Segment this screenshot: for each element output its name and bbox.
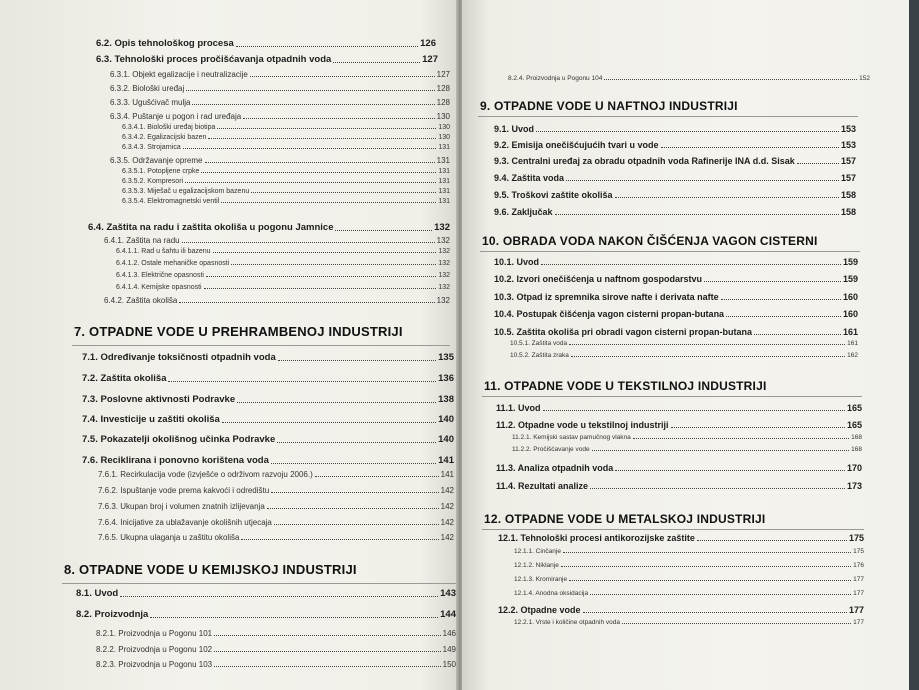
toc-entry: [512, 434, 862, 441]
toc-entry-page: 177: [853, 590, 864, 597]
toc-entry-title: 8.2.3. Proizvodnja u Pogonu 103: [96, 660, 213, 669]
toc-entry: [514, 590, 864, 597]
toc-entry-page: 170: [846, 463, 862, 473]
toc-entry: [498, 533, 864, 543]
toc-entry-page: 159: [842, 257, 858, 267]
toc-entry-page: 131: [438, 168, 450, 175]
toc-entry: [496, 481, 862, 491]
toc-entry: [494, 140, 856, 150]
toc-entry-title: 10.2. Izvori onečišćenja u naftnom gospodarstvu: [494, 274, 703, 284]
toc-entry-page: 131: [438, 188, 450, 195]
toc-entry-page: 165: [846, 420, 862, 430]
toc-entry-title: 12.1.2. Niklanje: [514, 562, 559, 569]
toc-entry: [116, 248, 450, 255]
toc-entry-page: 142: [440, 533, 454, 542]
toc-entry-title: 9.2. Emisija onečišćujućih tvari u vode: [494, 140, 659, 150]
toc-entry: [110, 98, 450, 107]
toc-entry-title: 10.4. Postupak čišćenja vagon cisterni propan-butana: [494, 309, 725, 319]
toc-entry: [82, 394, 454, 405]
toc-entry-page: 159: [842, 274, 858, 284]
chapter-heading: 12. OTPADNE VODE U METALSKOJ INDUSTRIJI: [484, 512, 766, 526]
toc-entry-page: 160: [842, 292, 858, 302]
toc-entry-page: 130: [438, 134, 450, 141]
toc-entry-page: 132: [438, 248, 450, 255]
toc-entry-page: 157: [840, 156, 856, 166]
toc-entry-page: 132: [438, 260, 450, 267]
toc-entry-title: 6.3.5.4. Elektromagnetski ventil: [122, 198, 220, 205]
toc-entry-page: 144: [440, 609, 456, 620]
toc-entry-page: 152: [859, 75, 870, 82]
toc-entry-page: 177: [853, 576, 864, 583]
toc-entry-title: 7.6.4. Inicijative za ublažavanje okolišnih utjecaja: [98, 518, 272, 527]
toc-entry-page: 146: [442, 629, 456, 638]
toc-entry-page: 158: [840, 207, 856, 217]
toc-entry: [494, 274, 858, 284]
toc-entry-title: 12.1. Tehnološki procesi antikorozijske zaštite: [498, 533, 695, 543]
toc-entry: [122, 198, 450, 205]
toc-entry-title: 11.1. Uvod: [496, 403, 541, 413]
toc-entry-title: 6.4.1.2. Ostale mehaničke opasnosti: [116, 260, 230, 267]
toc-entry-page: 162: [847, 352, 858, 359]
toc-entry-title: 6.3.4.2. Egalizacijski bazen: [122, 134, 207, 141]
toc-entry-title: 8.2. Proizvodnja: [76, 609, 149, 620]
toc-entry-page: 177: [853, 619, 864, 626]
toc-entry-page: 138: [438, 394, 454, 405]
toc-entry: [110, 70, 450, 79]
toc-entry-title: 10.5. Zaštita okoliša pri obradi vagon cisterni propan-butana: [494, 327, 753, 337]
toc-entry-page: 126: [420, 38, 436, 49]
toc-entry: [104, 296, 450, 305]
toc-entry-title: 12.2.1. Vrste i količine otpadnih voda: [514, 619, 620, 626]
toc-entry-page: 142: [440, 518, 454, 527]
toc-entry-title: 6.4. Zaštita na radu i zaštita okoliša u pogonu Jamnice: [88, 222, 334, 233]
toc-entry-title: 6.3.5.1. Potopljene crpke: [122, 168, 200, 175]
toc-entry-page: 135: [438, 352, 454, 363]
toc-entry: [96, 38, 436, 49]
toc-entry-page: 143: [440, 588, 456, 599]
toc-entry-title: 6.3.5. Održavanje opreme: [110, 156, 203, 165]
toc-entry: [82, 414, 454, 425]
toc-entry-title: 6.3.4. Puštanje u pogon i rad uređaja: [110, 112, 242, 121]
toc-entry-page: 153: [840, 124, 856, 134]
right-page: [462, 0, 909, 690]
toc-entry-page: 130: [438, 124, 450, 131]
toc-entry: [96, 645, 456, 654]
toc-entry: [514, 576, 864, 583]
toc-entry-title: 6.3.5.2. Kompresori: [122, 178, 184, 185]
toc-entry-page: 141: [438, 455, 454, 466]
toc-entry-title: 11.2.2. Pročišćavanje vode: [512, 446, 590, 453]
toc-entry: [116, 260, 450, 267]
toc-entry-title: 6.3.3. Ugušćivač mulja: [110, 98, 191, 107]
toc-entry: [96, 629, 456, 638]
toc-entry-page: 132: [434, 222, 450, 233]
toc-entry: [496, 420, 862, 430]
left-page: [0, 0, 458, 690]
toc-entry-page: 173: [846, 481, 862, 491]
toc-entry: [494, 156, 856, 166]
toc-entry-title: 9.5. Troškovi zaštite okoliša: [494, 190, 613, 200]
toc-entry-title: 10.3. Otpad iz spremnika sirove nafte i derivata nafte: [494, 292, 719, 302]
toc-entry: [76, 588, 456, 599]
toc-entry-page: 142: [440, 486, 454, 495]
toc-entry: [96, 54, 438, 65]
toc-entry-title: 8.2.1. Proizvodnja u Pogonu 101: [96, 629, 213, 638]
chapter-heading: 11. OTPADNE VODE U TEKSTILNOJ INDUSTRIJI: [484, 379, 767, 393]
toc-entry-page: 131: [438, 198, 450, 205]
chapter-heading: 7. OTPADNE VODE U PREHRAMBENOJ INDUSTRIJI: [74, 324, 403, 339]
toc-entry: [122, 144, 450, 151]
toc-entry-page: 158: [840, 190, 856, 200]
toc-entry-page: 132: [436, 296, 450, 305]
toc-entry: [122, 134, 450, 141]
toc-entry-title: 11.4. Rezultati analize: [496, 481, 589, 491]
toc-entry-title: 7.6.5. Ukupna ulaganja u zaštitu okoliša: [98, 533, 240, 542]
toc-entry-title: 11.2. Otpadne vode u tekstilnoj industriji: [496, 420, 669, 430]
toc-entry: [110, 84, 450, 93]
toc-entry-title: 6.3.5.3. Miješač u egalizacijskom bazenu: [122, 188, 250, 195]
toc-entry-page: 130: [436, 112, 450, 121]
chapter-heading: 8. OTPADNE VODE U KEMIJSKOJ INDUSTRIJI: [64, 562, 357, 577]
toc-entry: [122, 168, 450, 175]
toc-entry-page: 161: [842, 327, 858, 337]
toc-entry-page: 131: [438, 178, 450, 185]
toc-entry-title: 9.4. Zaštita voda: [494, 173, 565, 183]
toc-entry: [76, 609, 456, 620]
toc-entry-title: 10.5.2. Zaštita zraka: [510, 352, 569, 359]
toc-entry-page: 149: [442, 645, 456, 654]
toc-entry-page: 128: [436, 98, 450, 107]
toc-entry: [104, 236, 450, 245]
toc-entry: [88, 222, 450, 233]
toc-entry-title: 7.6.3. Ukupan broj i volumen znatnih izlijevanja: [98, 502, 265, 511]
toc-entry-page: 157: [840, 173, 856, 183]
toc-entry: [494, 292, 858, 302]
toc-entry-title: 6.4.1.1. Rad u šahtu ili bazenu: [116, 248, 211, 255]
toc-entry-title: 7.4. Investicije u zaštiti okoliša: [82, 414, 220, 425]
toc-entry-page: 153: [840, 140, 856, 150]
toc-entry-page: 160: [842, 309, 858, 319]
toc-entry-title: 11.3. Analiza otpadnih voda: [496, 463, 614, 473]
chapter-divider: [72, 345, 450, 346]
toc-entry-title: 12.1.4. Anodna oksidacija: [514, 590, 589, 597]
toc-entry-page: 136: [438, 373, 454, 384]
toc-entry-title: 6.2. Opis tehnološkog procesa: [96, 38, 234, 49]
toc-entry-page: 140: [438, 434, 454, 445]
toc-entry: [82, 373, 454, 384]
toc-entry-title: 6.3.4.1. Biološki uređaj biotipa: [122, 124, 216, 131]
toc-entry: [82, 455, 454, 466]
toc-entry-title: 7.6.1. Recirkulacija vode (izvješće o održivom razvoju 2006.): [98, 470, 313, 479]
toc-entry: [122, 178, 450, 185]
toc-entry: [510, 352, 858, 359]
toc-entry: [494, 327, 858, 337]
toc-entry-page: 161: [847, 340, 858, 347]
toc-entry: [514, 619, 864, 626]
toc-entry-title: 12.1.3. Kromiranje: [514, 576, 568, 583]
toc-entry-title: 7.3. Poslovne aktivnosti Podravke: [82, 394, 236, 405]
toc-entry: [98, 533, 454, 542]
toc-entry-page: 128: [436, 84, 450, 93]
toc-entry-page: 168: [851, 434, 862, 441]
chapter-divider: [480, 251, 860, 252]
toc-entry: [122, 124, 450, 131]
toc-entry-page: 165: [846, 403, 862, 413]
toc-entry-title: 8.1. Uvod: [76, 588, 119, 599]
toc-entry-page: 150: [442, 660, 456, 669]
toc-entry: [494, 190, 856, 200]
toc-entry-page: 142: [440, 502, 454, 511]
toc-entry: [96, 660, 456, 669]
toc-entry-title: 7.2. Zaštita okoliša: [82, 373, 167, 384]
toc-entry-title: 8.2.2. Proizvodnja u Pogonu 102: [96, 645, 213, 654]
toc-entry-title: 6.3. Tehnološki proces pročišćavanja otpadnih voda: [96, 54, 332, 65]
toc-entry-page: 132: [436, 236, 450, 245]
chapter-divider: [478, 116, 858, 117]
toc-entry: [110, 156, 450, 165]
toc-entry-title: 8.2.4. Proizvodnja u Pogonu 104: [508, 75, 603, 82]
chapter-divider: [482, 396, 862, 397]
toc-entry: [82, 352, 454, 363]
toc-entry: [498, 605, 864, 615]
toc-entry-page: 141: [440, 470, 454, 479]
toc-entry: [110, 112, 450, 121]
toc-entry: [116, 284, 450, 291]
toc-entry-title: 6.3.2. Biološki uređaj: [110, 84, 185, 93]
toc-entry-page: 132: [438, 272, 450, 279]
toc-entry-title: 9.1. Uvod: [494, 124, 535, 134]
toc-entry-page: 131: [436, 156, 450, 165]
toc-entry: [512, 446, 862, 453]
toc-entry: [122, 188, 450, 195]
toc-entry-title: 10.5.1. Zaštita voda: [510, 340, 568, 347]
toc-entry-title: 10.1. Uvod: [494, 257, 540, 267]
toc-entry: [494, 309, 858, 319]
toc-entry: [494, 124, 856, 134]
toc-entry-title: 12.2. Otpadne vode: [498, 605, 581, 615]
toc-entry-page: 175: [848, 533, 864, 543]
toc-entry: [496, 463, 862, 473]
toc-entry: [496, 403, 862, 413]
toc-entry: [98, 486, 454, 495]
toc-entry: [98, 470, 454, 479]
toc-entry-page: 176: [853, 562, 864, 569]
toc-entry-title: 7.6.2. Ispuštanje vode prema kakvoći i odredištu: [98, 486, 270, 495]
toc-entry: [116, 272, 450, 279]
toc-entry: [494, 257, 858, 267]
toc-entry-title: 11.2.1. Kemijski sastav pamučnog vlakna: [512, 434, 631, 441]
toc-entry-page: 177: [848, 605, 864, 615]
toc-entry: [514, 548, 864, 555]
toc-entry-page: 132: [438, 284, 450, 291]
toc-entry: [510, 340, 858, 347]
chapter-heading: 10. OBRADA VODA NAKON ČIŠĆENJA VAGON CISTERNI: [482, 234, 818, 248]
toc-entry: [98, 518, 454, 527]
toc-entry: [494, 207, 856, 217]
toc-entry: [98, 502, 454, 511]
toc-entry-title: 6.3.1. Objekt egalizacije i neutralizacije: [110, 70, 248, 79]
toc-entry-title: 6.4.2. Zaštita okoliša: [104, 296, 178, 305]
toc-entry: [508, 75, 870, 82]
toc-entry-page: 127: [422, 54, 438, 65]
toc-entry-title: 7.6. Reciklirana i ponovno korištena voda: [82, 455, 269, 466]
chapter-heading: 9. OTPADNE VODE U NAFTNOJ INDUSTRIJI: [480, 99, 738, 113]
toc-entry-page: 127: [436, 70, 450, 79]
toc-entry-page: 175: [853, 548, 864, 555]
toc-entry-page: 140: [438, 414, 454, 425]
toc-entry-title: 6.4.1.3. Električne opasnosti: [116, 272, 204, 279]
chapter-divider: [482, 529, 864, 530]
toc-entry-title: 12.1.1. Cinčanje: [514, 548, 561, 555]
toc-entry-page: 168: [851, 446, 862, 453]
toc-entry-title: 6.4.1. Zaštita na radu: [104, 236, 180, 245]
toc-entry: [494, 173, 856, 183]
toc-entry-title: 7.1. Određivanje toksičnosti otpadnih voda: [82, 352, 276, 363]
chapter-divider: [62, 583, 456, 584]
toc-entry-title: 6.3.4.3. Strojarnica: [122, 144, 181, 151]
toc-entry-page: 131: [438, 144, 450, 151]
background-gap: [909, 0, 919, 690]
toc-entry-title: 9.6. Zaključak: [494, 207, 553, 217]
toc-entry: [82, 434, 454, 445]
toc-entry: [514, 562, 864, 569]
toc-entry-title: 7.5. Pokazatelji okolišnog učinka Podravke: [82, 434, 276, 445]
toc-entry-title: 6.4.1.4. Kemijske opasnosti: [116, 284, 202, 291]
toc-entry-title: 9.3. Centralni uređaj za obradu otpadnih voda Rafinerije INA d.d. Sisak: [494, 156, 795, 166]
